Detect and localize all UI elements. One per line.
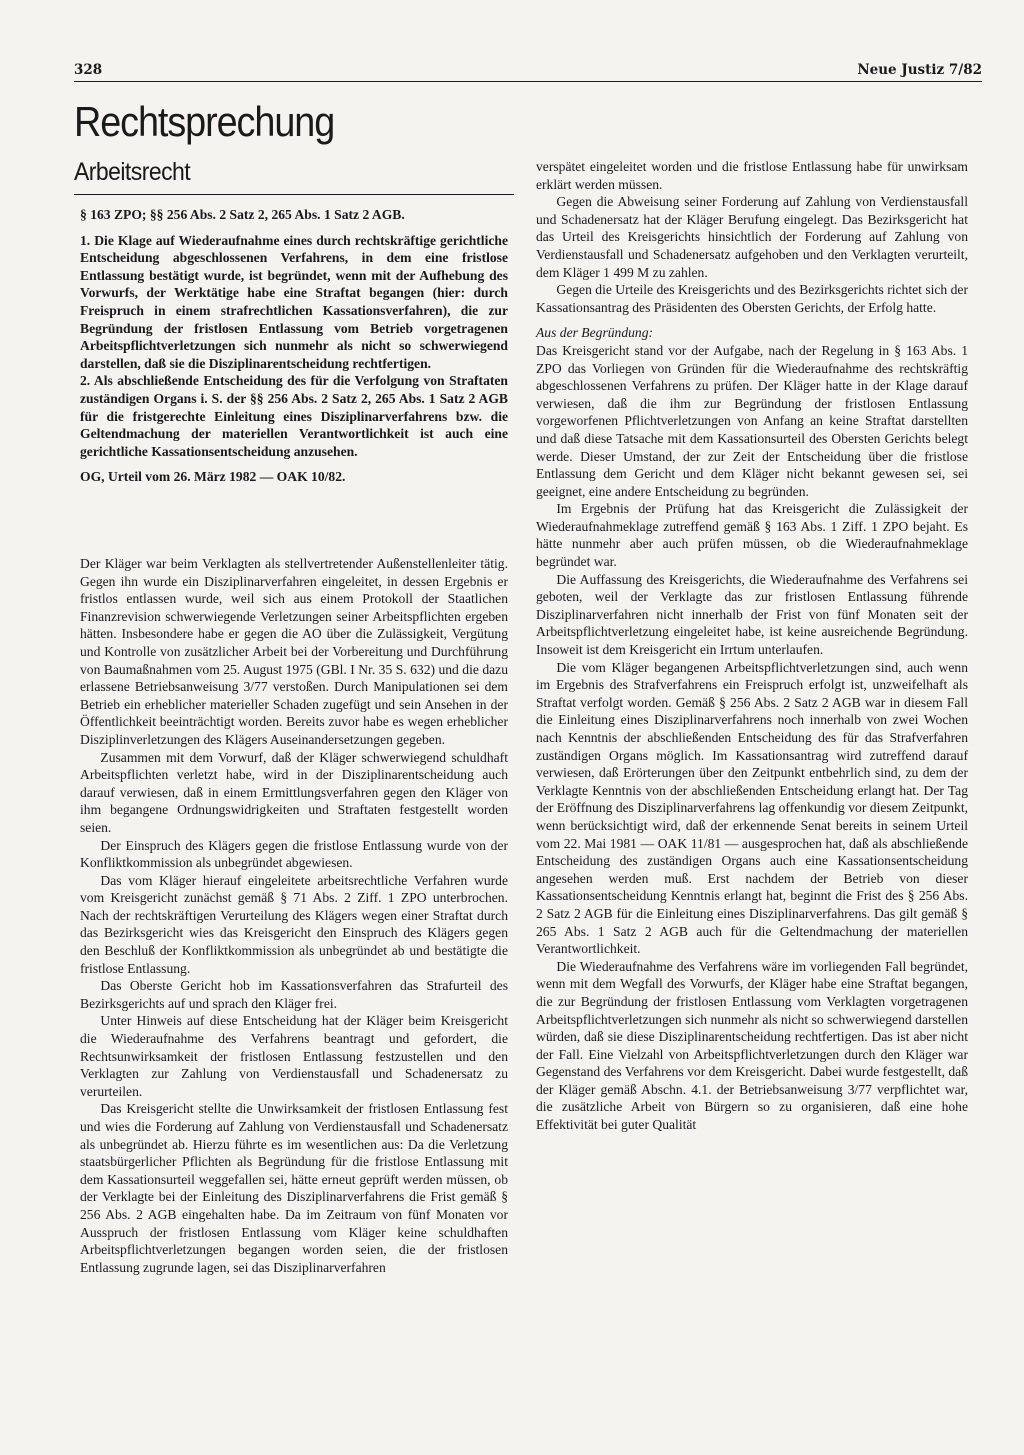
left-column-body: [80, 555, 508, 1276]
headnote-block: [80, 206, 508, 486]
header-rule: [74, 81, 982, 82]
body-paragraph: Gegen die Abweisung seiner Forderung auf Zahlung von Verdienstausfall und Schadenersatz hat der Kläger Berufung eingelegt. Das Bezirksgericht hat das Urteil des Kreisgerichts hinsichtlich der Forderung auf Zahlung von Verdienstausfall und Schadenersatz aufgehoben und den Verklagten verurteilt, dem Kläger 1 499 M zu zahlen.: [536, 194, 968, 280]
spacer: [536, 316, 968, 324]
body-paragraph: Die vom Kläger begangenen Arbeitspflichtverletzungen sind, auch wenn im Ergebnis des Strafverfahrens ein Freispruch erfolgt ist, unzweifelhaft als Straftat verfolgt worden. Gemäß § 256 Abs. 2 Satz 2 AGB war in diesem Fall die Einleitung eines Disziplinarverfahrens noch innerhalb von zwei Wochen nach Kenntnis der abschließenden Entscheidung des für das Strafverfahren zuständigen Organs möglich. Im Kassationsantrag wird zutreffend darauf verwiesen, daß Erörterungen über den Zeitpunkt entbehrlich sind, zu dem der Verklagte Kenntnis von der abschließenden Entscheidung erlangt hat. Der Tag der Eröffnung des Disziplinarverfahrens lag offenkundig vor diesem Zeitpunkt, wenn berücksichtigt wird, daß der erkennende Senat bereits in seinem Urteil vom 22. Mai 1981 — OAK 11/81 — ausgesprochen hat, daß als abschließende Entscheidung des zuständigen Organs auch eine Kassationsentscheidung angesehen werden muß. Erst nachdem der Betrieb von dieser Kassationsentscheidung Kenntnis erlangt hat, beginnt die Frist des § 256 Abs. 2 Satz 2 AGB für die Einleitung eines Disziplinarverfahrens. Das gilt gemäß § 265 Abs. 1 Satz 2 AGB auch für die Geltendmachung der materiellen Verantwortlichkeit.: [536, 659, 968, 957]
body-paragraph: Unter Hinweis auf diese Entscheidung hat der Kläger beim Kreisgericht die Wiederaufnahme des Verfahrens beantragt und gefordert, die Rechtsunwirksamkeit der fristlosen Entlassung festzustellen und den Verklagten zur Zahlung von Verdienstausfall und Schadenersatz zu verurteilen.: [80, 1013, 508, 1099]
body-paragraph: Der Einspruch des Klägers gegen die fristlose Entlassung wurde von der Konfliktkommission als unbegründet abgewiesen.: [80, 837, 508, 871]
section-title: Rechtsprechung: [74, 98, 335, 145]
subsection-title: Arbeitsrecht: [74, 158, 191, 186]
body-paragraph: Im Ergebnis der Prüfung hat das Kreisgericht die Zulässigkeit der Wiederaufnahmeklage zutreffend gemäß § 163 Abs. 1 Ziff. 1 ZPO bejaht. Es hätte nunmehr aber auch prüfen müssen, ob die Wiederaufnahmeklage begründet war.: [536, 501, 968, 570]
right-column-body: [536, 158, 968, 1134]
body-paragraph: Gegen die Urteile des Kreisgerichts und des Bezirksgerichts richtet sich der Kassationsantrag des Präsidenten des Obersten Gerichts, der Erfolg hatte.: [536, 282, 968, 315]
legal-citation: § 163 ZPO; §§ 256 Abs. 2 Satz 2, 265 Abs. 1 Satz 2 AGB.: [80, 207, 405, 222]
subsection-rule: [74, 194, 514, 195]
body-paragraph: Der Kläger war beim Verklagten als stellvertretender Außenstellenleiter tätig. Gegen ihn wurde ein Disziplinarverfahren eingeleitet, in dessen Ergebnis er fristlos entlassen wurde, weil sich aus einem Protokoll der Staatlichen Finanzrevision schwerwiegende Verletzungen seiner Arbeitspflichten ergeben hätten. Insbesondere habe er gegen die AO über die Zulässigkeit, Vergütung und Kontrolle von zusätzlicher Arbeit bei der Vorbereitung und Durchführung von Baumaßnahmen vom 25. August 1975 (GBl. I Nr. 35 S. 632) und die dazu erlassene Betriebsanweisung 3/77 verstoßen. Durch Manipulationen sei dem Betrieb ein erheblicher materieller Schaden zugefügt und sein Ansehen in der Öffentlichkeit beeinträchtigt worden. Bereits zuvor habe es wegen erheblicher Disziplinverletzungen des Klägers Auseinandersetzungen gegeben.: [80, 556, 508, 747]
headnote-point-2: 2. Als abschließende Entscheidung des für die Verfolgung von Straftaten zuständigen Organs i. S. der §§ 256 Abs. 2 Satz 2, 265 Abs. 1 Satz 2 AGB für die fristgerechte Einleitung eines Disziplinarverfahrens bzw. die Geltendmachung der materiellen Verantwortlichkeit ist auch eine gerichtliche Kassationsentscheidung anzusehen.: [80, 373, 508, 459]
decision-reference: OG, Urteil vom 26. März 1982 — OAK 10/82.: [80, 469, 346, 485]
body-paragraph: Das vom Kläger hierauf eingeleitete arbeitsrechtliche Verfahren wurde vom Kreisgericht zunächst gemäß § 71 Abs. 2 Ziff. 1 ZPO unterbrochen. Nach der rechtskräftigen Verurteilung des Klägers wegen einer Straftat durch das Bezirksgericht wies das Kreisgericht den Einspruch des Klägers gegen den Beschluß der Konfliktkommission als unbegründet ab und bestätigte die fristlose Entlassung.: [80, 872, 508, 976]
page-header: [74, 62, 982, 78]
body-paragraph: verspätet eingeleitet worden und die fristlose Entlassung habe für unwirksam erklärt werden müssen.: [536, 159, 968, 192]
body-paragraph: Das Oberste Gericht hob im Kassationsverfahren das Strafurteil des Bezirksgerichts auf und sprach den Kläger frei.: [80, 978, 508, 1011]
body-paragraph: Die Auffassung des Kreisgerichts, die Wiederaufnahme des Verfahrens sei geboten, weil der Verklagte das zur fristlosen Entlassung führende Disziplinarverfahren nicht innerhalb der Frist von fünf Monaten seit der Arbeitspflichtverletzung eingeleitet habe, ist keine ausreichende Begründung. Insoweit ist dem Kreisgericht ein Irrtum unterlaufen.: [536, 571, 968, 658]
body-paragraph: Zusammen mit dem Vorwurf, daß der Kläger schwerwiegend schuldhaft Arbeitspflichten verletzt habe, wird in der Disziplinarentscheidung auch darauf verwiesen, daß in einem Ermittlungsverfahren gegen den Kläger von ihm begangene Ordnungswidrigkeiten und Straftaten festgestellt worden seien.: [80, 749, 508, 835]
body-paragraph: Das Kreisgericht stand vor der Aufgabe, nach der Regelung in § 163 Abs. 1 ZPO das Vorliegen von Gründen für die Wiederaufnahme des rechtskräftig abgeschlossenen Verfahrens zu prüfen. Der Kläger hatte in der Klage darauf verwiesen, daß die ihm zur Begründung der fristlosen Entlassung vorgeworfenen Pflichtverletzungen von Anfang an keine Straftat darstellten und daß diese Tatsache mit dem Kassationsurteil des Obersten Gerichts belegt werde. Dieser Umstand, der zur Zeit der Entscheidung über die fristlose Entlassung dem Gericht und dem Kläger nicht bekannt gewesen sei, sei geeignet, eine andere Entscheidung zu begründen.: [536, 342, 968, 499]
page-number: 328: [74, 62, 103, 78]
reasons-heading: Aus der Begründung:: [536, 325, 654, 341]
body-paragraph: Das Kreisgericht stellte die Unwirksamkeit der fristlosen Entlassung fest und wies die Forderung auf Zahlung von Verdienstausfall und Schadenersatz als unbegründet ab. Hierzu führte es im wesentlichen aus: Da die Verletzung staatsbürgerlicher Pflichten als Begründung für die fristlose Entlassung mit dem Kassationsurteil weggefallen sei, hätte erneut geprüft werden müssen, ob der Verklagte bei der Einleitung des Disziplinarverfahrens die Frist gemäß § 256 Abs. 2 AGB eingehalten habe. Da im Zeitraum von fünf Monaten vor Ausspruch der fristlosen Entlassung vom Kläger keine schuldhaften Arbeitspflichtverletzungen begangen worden seien, die der fristlosen Entlassung zugrunde lagen, sei das Disziplinarverfahren: [80, 1101, 508, 1275]
journal-issue: Neue Justiz 7/82: [857, 62, 982, 78]
body-paragraph: Die Wiederaufnahme des Verfahrens wäre im vorliegenden Fall begründet, wenn mit dem Wegfall des Vorwurfs, der Kläger habe eine Straftat begangen, die zur Begründung der fristlosen Entlassung vom Verklagten vorgetragenen Arbeitspflichtverletzungen sich nunmehr als nicht so schwerwiegend darstellen würden, daß sie diese Disziplinarentscheidung rechtfertigen. Das ist aber nicht der Fall. Eine Vielzahl von Arbeitspflichtverletzungen durch den Kläger war Gegenstand des Verfahrens vor dem Kreisgericht. Dabei wurde festgestellt, daß der Kläger gemäß Abschn. 4.1. der Betriebsanweisung 3/77 verpflichtet war, die zusätzliche Arbeit von Bürgern so zu organisieren, daß eine hohe Effektivität bei guter Qualität: [536, 958, 968, 1133]
headnote-point-1: 1. Die Klage auf Wiederaufnahme eines durch rechtskräftige gerichtliche Entscheidung abgeschlossenen Verfahrens, in dem eine fristlose Entlassung bestätigt wurde, ist begründet, wenn mit der Aufhebung des Vorwurfs, der Werktätige habe eine Straftat begangen (hier: durch Freispruch in einem strafrechtlichen Kassationsverfahren), die zur Begründung der fristlosen Entlassung vom Betrieb vorgetragenen Arbeitspflichtverletzungen sich nunmehr als nicht so schwerwiegend darstellen, daß sie die Disziplinarentscheidung rechtfertigen.: [80, 232, 508, 371]
